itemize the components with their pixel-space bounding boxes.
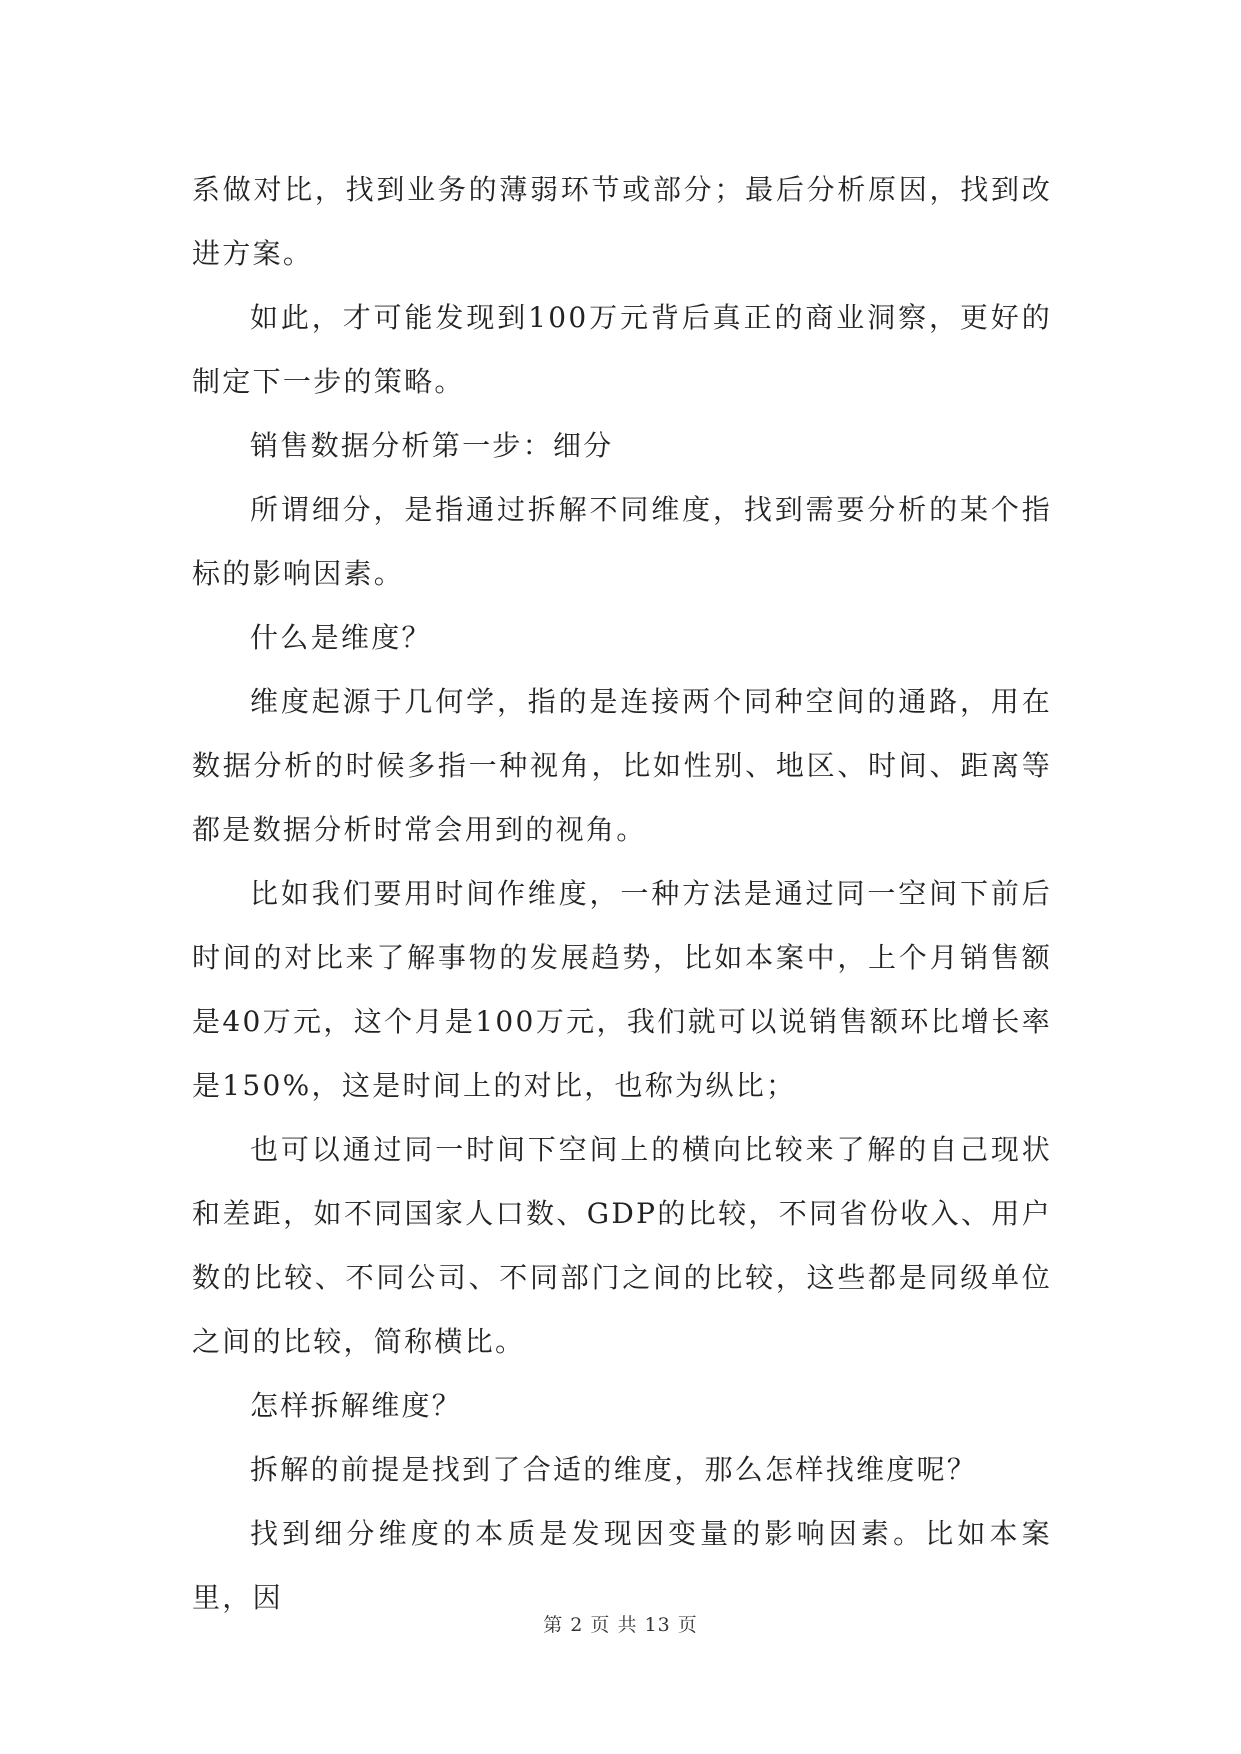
document-body	[192, 158, 1052, 1630]
section-heading-step-one: 销售数据分析第一步：细分	[250, 429, 614, 462]
paragraph-1: 系做对比，找到业务的薄弱环节或部分；最后分析原因，找到改进方案。	[192, 173, 1052, 270]
paragraph-3: 所谓细分，是指通过拆解不同维度，找到需要分析的某个指标的影响因素。	[192, 493, 1052, 590]
paragraph-6: 也可以通过同一时间下空间上的横向比较来了解的自己现状和差距，如不同国家人口数、GDP的比较，不同省份收入、用户数的比较、不同公司、不同部门之间的比较，这些都是同级单位之间的比较，简称横比。	[192, 1133, 1052, 1358]
paragraph-4: 维度起源于几何学，指的是连接两个同种空间的通路，用在数据分析的时候多指一种视角，比如性别、地区、时间、距离等都是数据分析时常会用到的视角。	[192, 685, 1052, 846]
paragraph-7: 拆解的前提是找到了合适的维度，那么怎样找维度呢？	[250, 1453, 978, 1486]
question-what-is-dimension: 什么是维度？	[250, 621, 432, 654]
paragraph-2: 如此，才可能发现到100万元背后真正的商业洞察，更好的制定下一步的策略。	[192, 301, 1052, 398]
paragraph-8: 找到细分维度的本质是发现因变量的影响因素。比如本案里，因	[192, 1517, 1052, 1614]
question-how-to-split-dimension: 怎样拆解维度？	[250, 1389, 463, 1422]
page-number-footer: 第 2 页 共 13 页	[543, 1614, 698, 1636]
paragraph-5: 比如我们要用时间作维度，一种方法是通过同一空间下前后时间的对比来了解事物的发展趋势，比如本案中，上个月销售额是40万元，这个月是100万元，我们就可以说销售额环比增长率是150%，这是时间上的对比，也称为纵比；	[192, 877, 1052, 1102]
